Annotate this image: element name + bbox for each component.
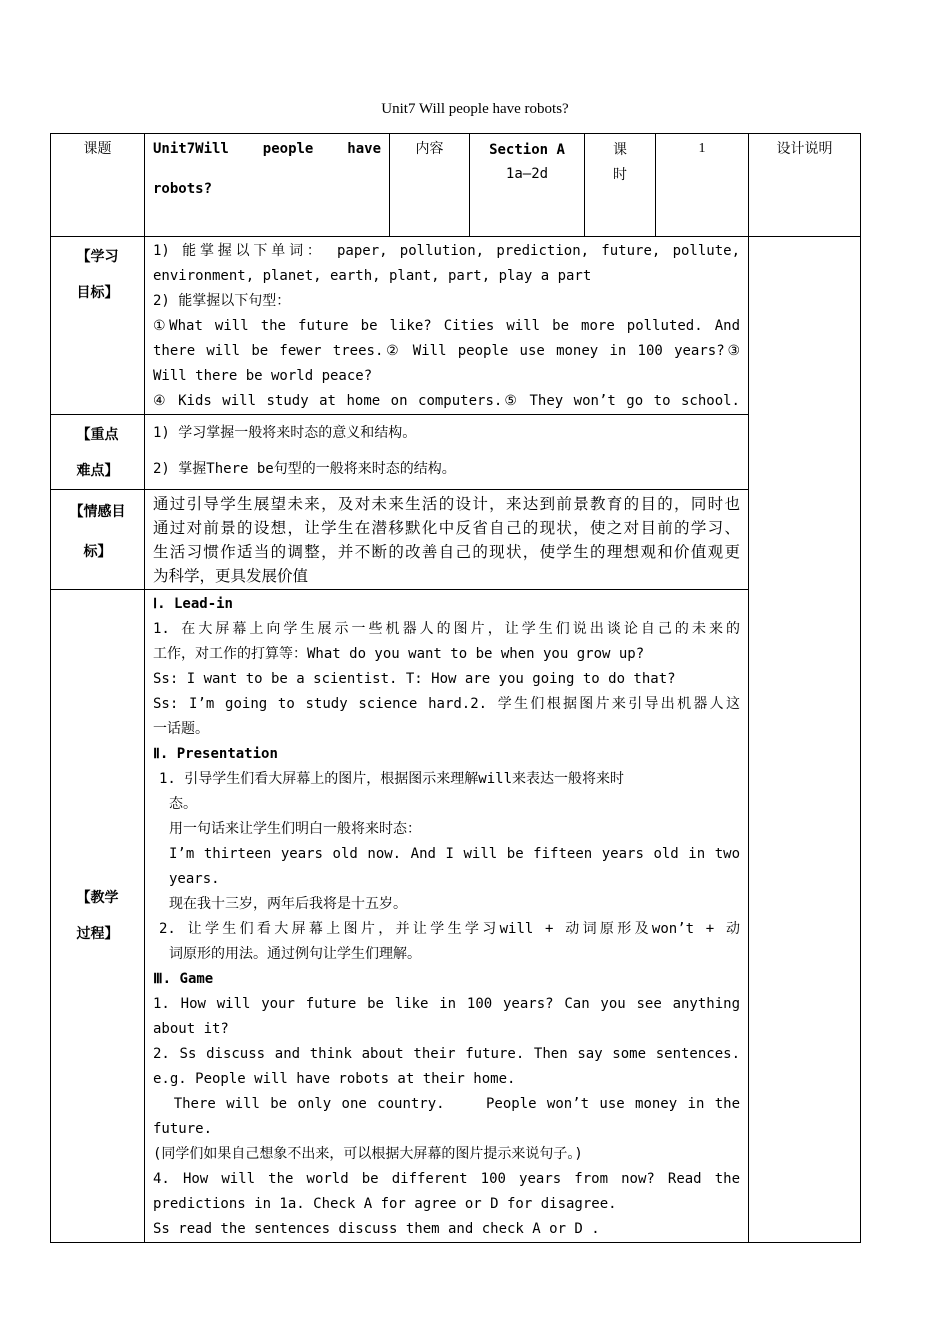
keypoints-row (51, 415, 861, 490)
process-label-1: 【教学 (76, 890, 119, 906)
process-line: 1. 在大屏幕上向学生展示一些机器人的图片，让学生们说出谈论自己的未来的 (153, 621, 740, 637)
topic-line-2: robots? (153, 181, 213, 197)
process-row (51, 590, 861, 1243)
emotion-label (51, 490, 145, 590)
process-line: e.g. People will have robots at their home. (153, 1071, 516, 1087)
process-line: predictions in 1a. Check A for agree or D for disagree. (153, 1196, 617, 1212)
process-line: 工作，对工作的打算等：What do you want to be when you grow up? (153, 646, 645, 662)
document-title: Unit7 Will people have robots? (381, 101, 569, 117)
section-line-2: 1a—2d (505, 166, 549, 182)
keypoints-content (145, 415, 749, 490)
process-line: about it? (153, 1021, 229, 1037)
goals-line: there will be fewer trees.② Will people use money in 100 years?③ (153, 343, 740, 359)
process-line: 2. 让学生们看大屏幕上图片，并让学生学习will + 动词原形及won’t + 动 (159, 921, 740, 937)
emotion-line: 为科学，更具发展价值 (153, 567, 309, 585)
process-line: 2. Ss discuss and think about their future. Then say some sentences. (153, 1046, 740, 1062)
process-line: 用一句话来让学生们明白一般将来时态： (169, 821, 421, 837)
process-line: 1. How will your future be like in 100 years? Can you see anything (153, 996, 740, 1012)
emotion-label-1: 【情感目 (69, 504, 126, 520)
keypoints-label-1: 【重点 (76, 427, 119, 443)
goals-line: Will there be world peace? (153, 368, 373, 384)
keypoints-label-2: 难点】 (76, 463, 119, 479)
goals-line: ④ Kids will study at home on computers.⑤ They won’t go to school. (153, 393, 740, 409)
process-line: Ss: I’m going to study science hard.2. 学生们根据图片来引导出机器人这 (153, 696, 740, 712)
topic-cell (145, 134, 390, 237)
process-line: future. (153, 1121, 213, 1137)
section-cell (470, 134, 585, 237)
period-label-cell (585, 134, 656, 237)
process-line: Ss: I want to be a scientist. T: How are you going to do that? (153, 671, 676, 687)
topic-line-1: Unit7Will people have (153, 141, 381, 157)
process-line: 现在我十三岁，两年后我将是十五岁。 (169, 896, 407, 912)
goals-content (145, 237, 749, 415)
topic-label: 课题 (51, 134, 145, 237)
goals-label (51, 237, 145, 415)
emotion-row (51, 490, 861, 590)
process-line: I’m thirteen years old now. And I will be fifteen years old in two (169, 846, 740, 862)
goals-line: 2) 能掌握以下句型： (153, 293, 291, 309)
design-notes-label: 设计说明 (749, 134, 861, 237)
period-value: 1 (656, 134, 749, 237)
design-notes-column (749, 237, 861, 1243)
emotion-line: 生活习惯作适当的调整，并不断的改善自己的现状，使学生的理想观和价值观更 (153, 543, 740, 561)
keypoints-line: 2) 掌握There be句型的一般将来时态的结构。 (153, 461, 456, 477)
process-content (145, 590, 749, 1243)
process-line: Ss read the sentences discuss them and check A or D . (153, 1221, 600, 1237)
process-label (51, 590, 145, 1243)
goals-row (51, 237, 861, 415)
period-label-2: 时 (613, 167, 627, 183)
process-line: There will be only one country. People won’t use money in the (153, 1096, 741, 1112)
emotion-line: 通过对前景的设想，让学生在潜移默化中反省自己的现状，使之对目前的学习、 (153, 519, 740, 537)
process-line: Ⅱ. Presentation (153, 746, 278, 762)
process-line: 4. How will the world be different 100 years from now? Read the (153, 1171, 740, 1187)
goals-label-1: 【学习 (76, 249, 119, 265)
process-line: 态。 (169, 796, 197, 812)
process-line: Ⅰ. Lead-in (153, 596, 233, 612)
emotion-line: 通过引导学生展望未来，及对未来生活的设计，来达到前景教育的目的，同时也 (153, 495, 740, 513)
process-line: 1. 引导学生们看大屏幕上的图片，根据图示来理解will来表达一般将来时 (159, 771, 624, 787)
process-label-2: 过程】 (76, 926, 119, 942)
keypoints-label (51, 415, 145, 490)
goals-line: ①What will the future be like? Cities will be more polluted. And (153, 318, 740, 334)
goals-line: 1) 能掌握以下单词： paper, pollution, prediction, future, pollute, (153, 243, 740, 259)
emotion-content (145, 490, 749, 590)
process-line: 词原形的用法。通过例句让学生们理解。 (169, 946, 421, 962)
process-line: 一话题。 (153, 721, 209, 737)
section-line-1: Section A (489, 142, 565, 158)
period-label-1: 课 (613, 142, 627, 158)
lesson-plan-table (50, 133, 861, 1243)
content-label: 内容 (390, 134, 470, 237)
goals-line: environment, planet, earth, plant, part, play a part (153, 268, 592, 284)
emotion-label-2: 标】 (83, 544, 112, 560)
header-row (51, 134, 861, 237)
process-line: Ⅲ. Game (153, 971, 214, 987)
process-line: (同学们如果自己想象不出来，可以根据大屏幕的图片提示来说句子。) (153, 1146, 583, 1162)
keypoints-line: 1) 学习掌握一般将来时态的意义和结构。 (153, 425, 417, 441)
process-line: years. (169, 871, 220, 887)
goals-label-2: 目标】 (76, 285, 119, 301)
